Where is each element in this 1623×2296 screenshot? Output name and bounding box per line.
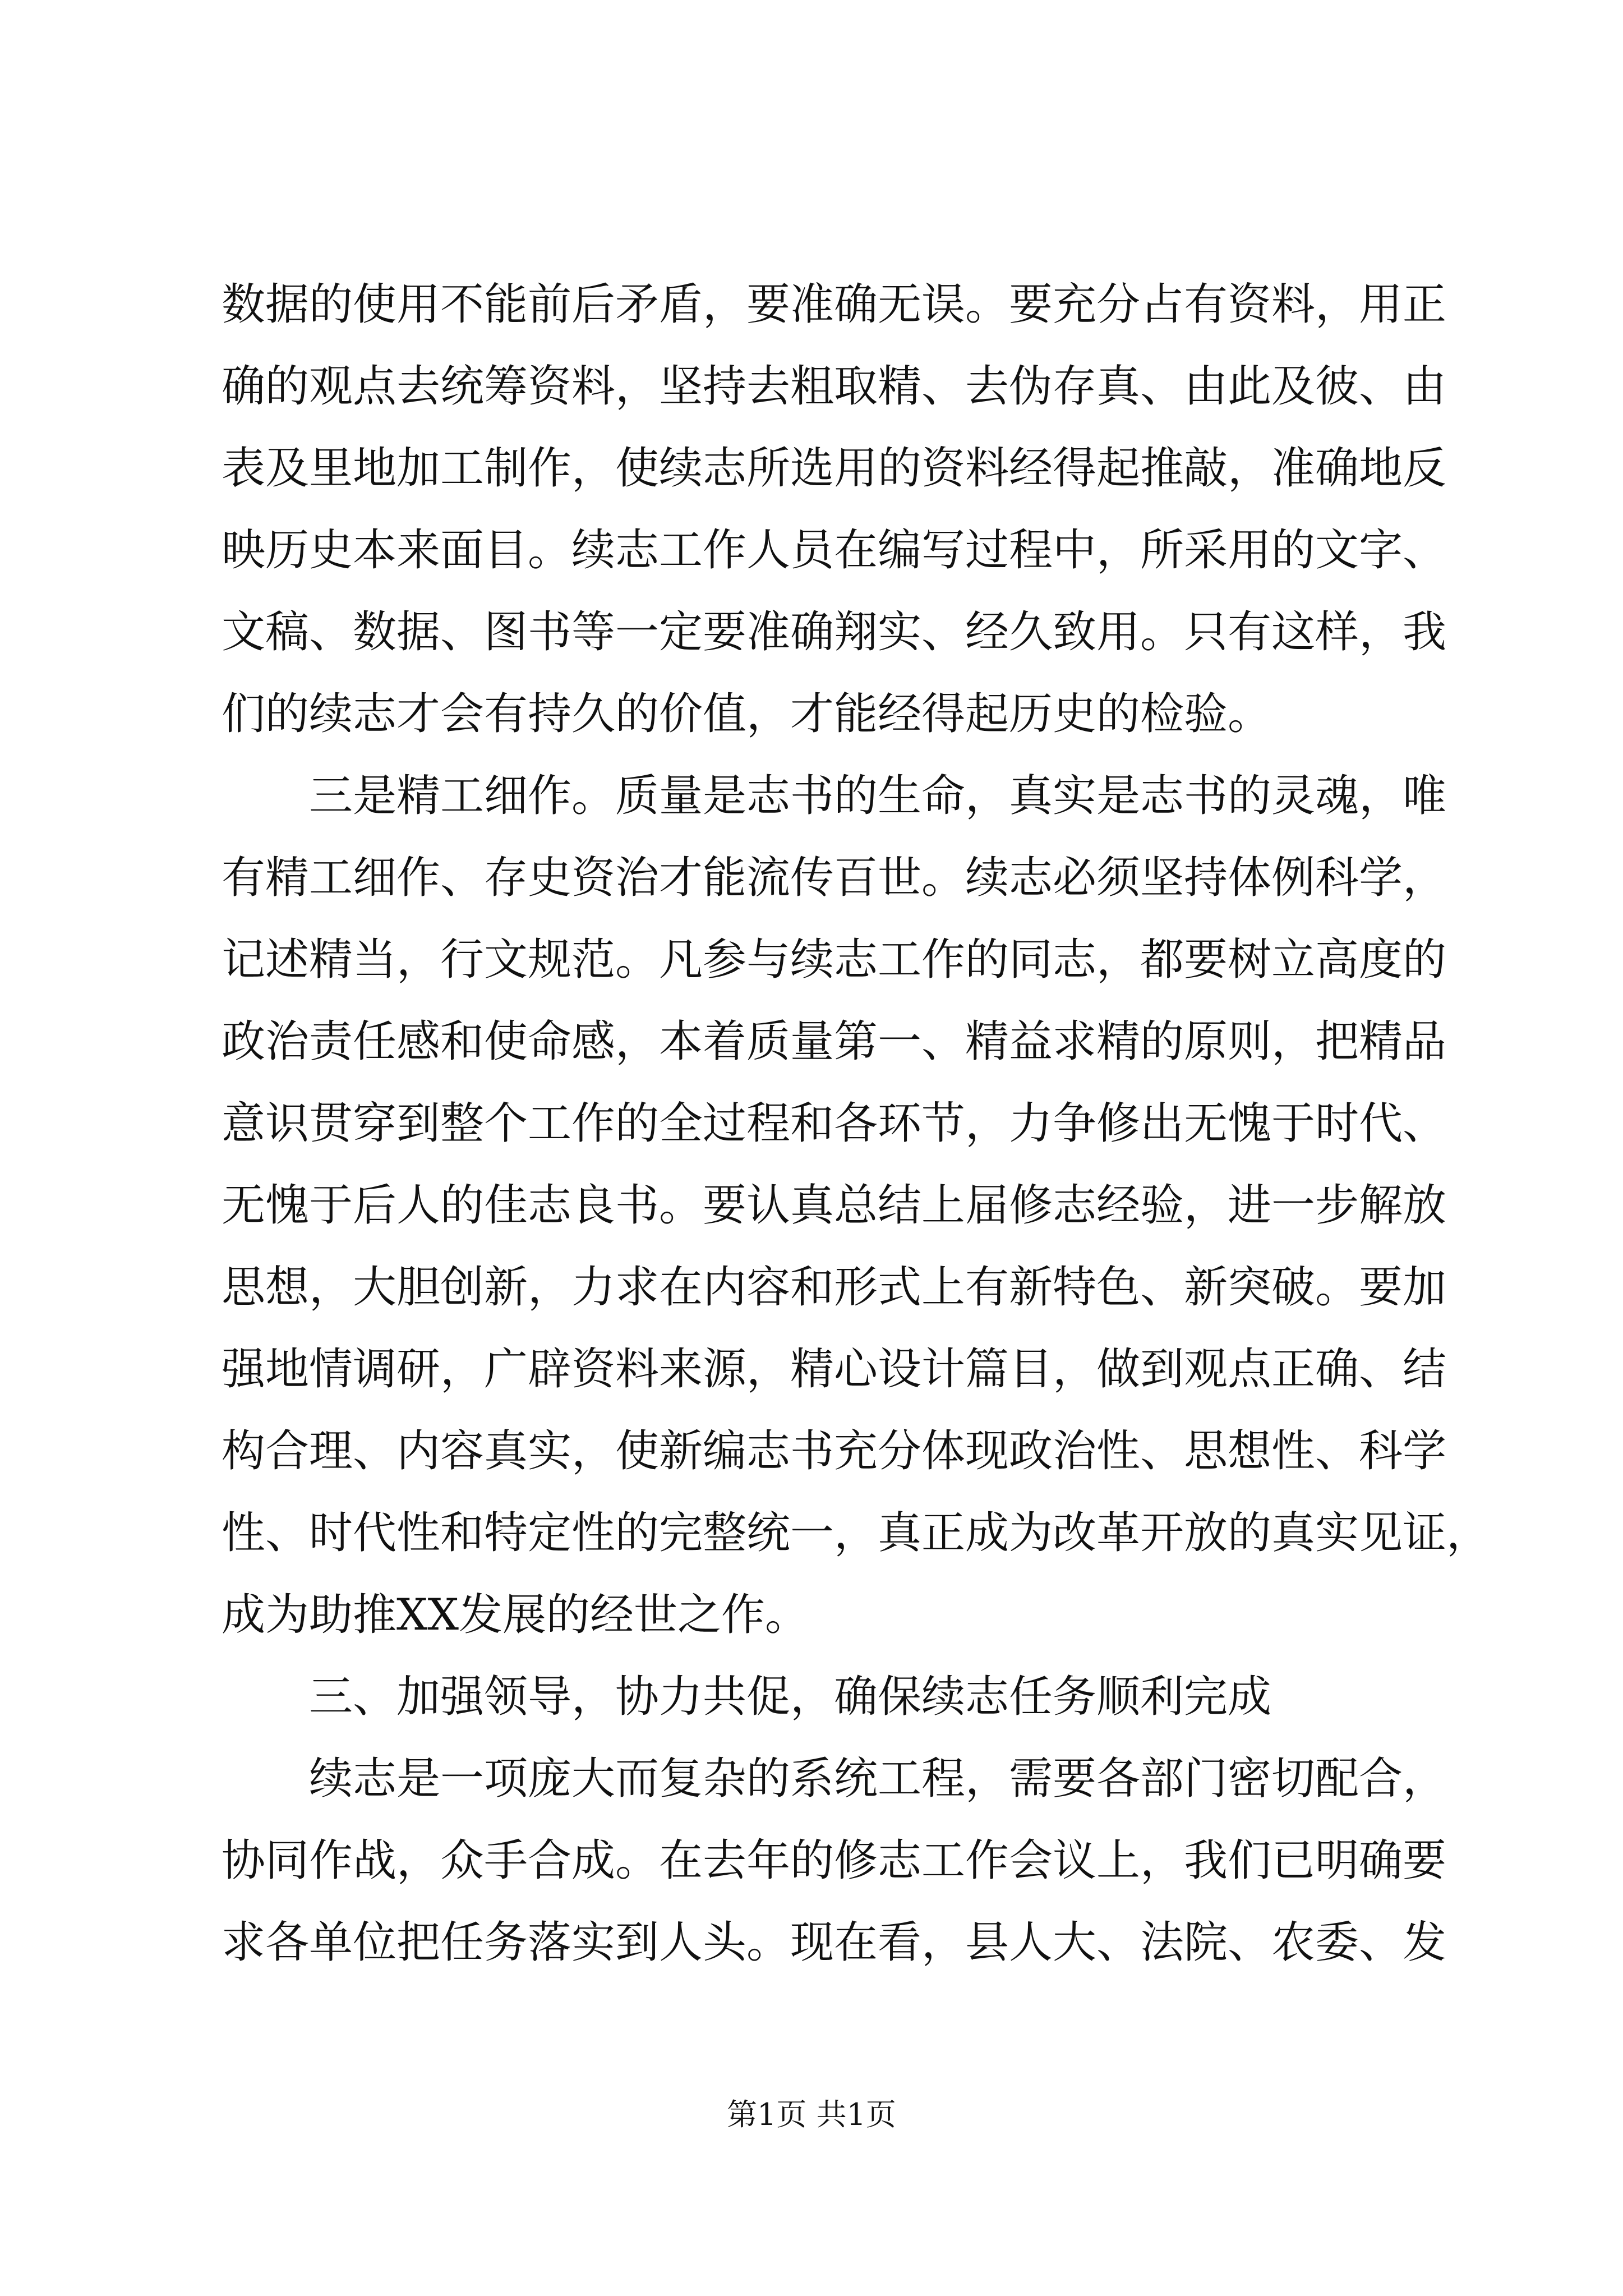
text-line: 数据的使用不能前后矛盾，要准确无误。要充分占有资料，用正: [222, 279, 1447, 330]
text-line: 无愧于后人的佳志良书。要认真总结上届修志经验，进一步解放: [222, 1180, 1447, 1231]
text-line: 求各单位把任务落实到人头。现在看，县人大、法院、农委、发: [222, 1917, 1447, 1968]
text-line: 构合理、内容真实，使新编志书充分体现政治性、思想性、科学: [222, 1426, 1447, 1476]
text-line: 有精工细作、存史资治才能流传百世。续志必须坚持体例科学，: [222, 853, 1447, 903]
text-line: 性、时代性和特定性的完整统一，真正成为改革开放的真实见证，: [222, 1508, 1491, 1558]
text-line: 表及里地加工制作，使续志所选用的资料经得起推敲，准确地反: [222, 443, 1447, 494]
paragraph-first-line: 三是精工细作。质量是志书的生命，真实是志书的灵魂，唯: [309, 771, 1447, 821]
page-number: 第1页 共1页: [727, 2097, 896, 2132]
document-body: [222, 264, 1491, 1984]
text-line: 记述精当，行文规范。凡参与续志工作的同志，都要树立高度的: [222, 935, 1447, 985]
paragraph-first-line: 续志是一项庞大而复杂的系统工程，需要各部门密切配合，: [309, 1754, 1447, 1804]
text-line: 们的续志才会有持久的价值，才能经得起历史的检验。: [222, 689, 1272, 739]
text-line: 文稿、数据、图书等一定要准确翔实、经久致用。只有这样，我: [222, 607, 1447, 657]
page-footer: [0, 2095, 1623, 2134]
text-line: 协同作战，众手合成。在去年的修志工作会议上，我们已明确要: [222, 1835, 1447, 1886]
text-line: 成为助推XX发展的经世之作。: [222, 1590, 809, 1640]
text-line: 强地情调研，广辟资料来源，精心设计篇目，做到观点正确、结: [222, 1344, 1447, 1395]
text-line: 映历史本来面目。续志工作人员在编写过程中，所采用的文字、: [222, 525, 1447, 576]
text-line: 意识贯穿到整个工作的全过程和各环节，力争修出无愧于时代、: [222, 1098, 1447, 1149]
text-line: 确的观点去统筹资料，坚持去粗取精、去伪存真、由此及彼、由: [222, 361, 1447, 412]
section-heading: 三、加强领导，协力共促，确保续志任务顺利完成: [309, 1672, 1272, 1722]
text-line: 政治责任感和使命感，本着质量第一、精益求精的原则，把精品: [222, 1016, 1447, 1067]
text-line: 思想，大胆创新，力求在内容和形式上有新特色、新突破。要加: [222, 1262, 1447, 1313]
